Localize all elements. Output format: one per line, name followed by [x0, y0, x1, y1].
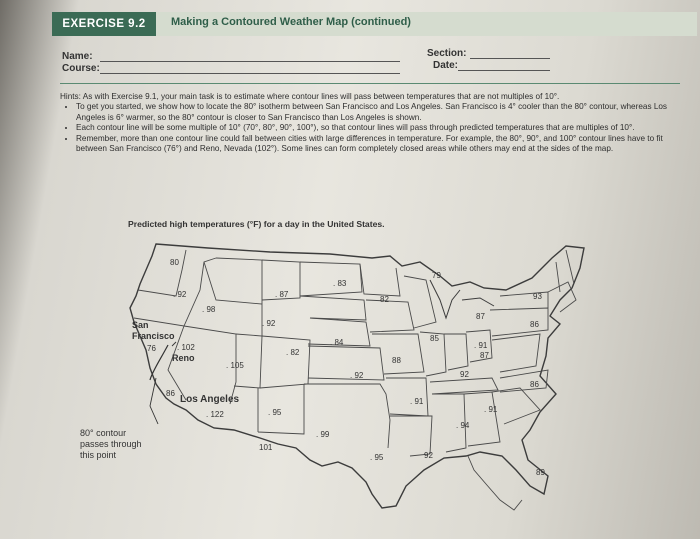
temperature-value: 80: [170, 258, 179, 267]
temperature-value: . 98: [202, 305, 216, 314]
annotation-line: this point: [80, 450, 117, 460]
temperature-value: . 102: [177, 343, 195, 352]
hints-intro: Hints: As with Exercise 9.1, your main task is to estimate where contour lines will pass between temperatures that are not multiples of 10°.: [60, 92, 560, 101]
temperature-value: 82: [380, 295, 389, 304]
temperature-value: 86: [530, 320, 539, 329]
temperature-value: 87: [480, 351, 489, 360]
temperature-value: . 92: [350, 371, 364, 380]
course-label: Course:: [62, 63, 100, 74]
temperature-value: 92: [460, 370, 469, 379]
temperature-value: . 91: [484, 405, 498, 414]
annotation-line: 80° contour: [80, 428, 127, 438]
temperature-value: . 84: [330, 338, 344, 347]
temperature-value: 88: [392, 356, 401, 365]
temperature-value: 92: [424, 451, 433, 460]
temperature-value: . 87: [275, 290, 289, 299]
temperature-value: 76: [147, 344, 156, 353]
label-reno: Reno: [172, 353, 195, 363]
temperature-value: . 99: [316, 430, 330, 439]
name-label: Name:: [62, 51, 93, 62]
label-san-francisco-1: San: [132, 320, 149, 330]
temperature-value: . 94: [456, 421, 470, 430]
temperature-value: . 105: [226, 361, 244, 370]
temperature-value: . 122: [206, 410, 224, 419]
temperature-value: . 95: [268, 408, 282, 417]
temperature-value: 101: [259, 443, 273, 452]
exercise-title: Making a Contoured Weather Map (continued): [171, 16, 411, 28]
hint-item: • Remember, more than one contour line could fall between cities with large differences in temperature. For example, the 80°, 90°, and 100° contour lines have to fit between San Francisco (76°) and Reno, Nevada (102°). Some lines can form completely closed areas while others may end at the sides of the map.: [76, 134, 682, 155]
temperature-value: 85: [430, 334, 439, 343]
section-label: Section:: [427, 48, 467, 59]
contour-annotation: [80, 428, 142, 460]
map-caption: Predicted high temperatures (°F) for a day in the United States.: [128, 219, 385, 229]
hint-item: • To get you started, we show how to locate the 80° isotherm between San Francisco and Los Angeles. San Francisco is 4° cooler than the 80° contour, whereas Los Angeles is 6° warmer, so the 80° contour is closer to San Francisco than Los Angeles is shown.: [76, 102, 682, 123]
temperature-value: . 92: [173, 290, 187, 299]
temperature-value: . 92: [262, 319, 276, 328]
pointer-sf: [172, 342, 176, 346]
temperature-value: . 95: [370, 453, 384, 462]
temperature-value: 93: [533, 292, 542, 301]
temperature-value: 87: [476, 312, 485, 321]
temperature-value: 86: [166, 389, 175, 398]
temperature-value: 86: [530, 380, 539, 389]
label-los-angeles: Los Angeles: [180, 394, 240, 405]
annotation-line: passes through: [80, 439, 142, 449]
label-san-francisco-2: Francisco: [132, 331, 175, 341]
date-label: Date:: [433, 60, 459, 71]
temperature-value: . 91: [410, 397, 424, 406]
temperature-value: . 91: [474, 341, 488, 350]
temperature-value: 79: [432, 271, 441, 280]
temperature-value: . 83: [333, 279, 347, 288]
exercise-number: EXERCISE 9.2: [52, 12, 156, 36]
hint-item: • Each contour line will be some multiple of 10° (70°, 80°, 90°, 100°), so that contour lines will pass through predicted temperatures that are multiples of 10°.: [76, 123, 682, 133]
temperature-value: . 82: [286, 348, 300, 357]
temperature-value: 89: [536, 468, 545, 477]
